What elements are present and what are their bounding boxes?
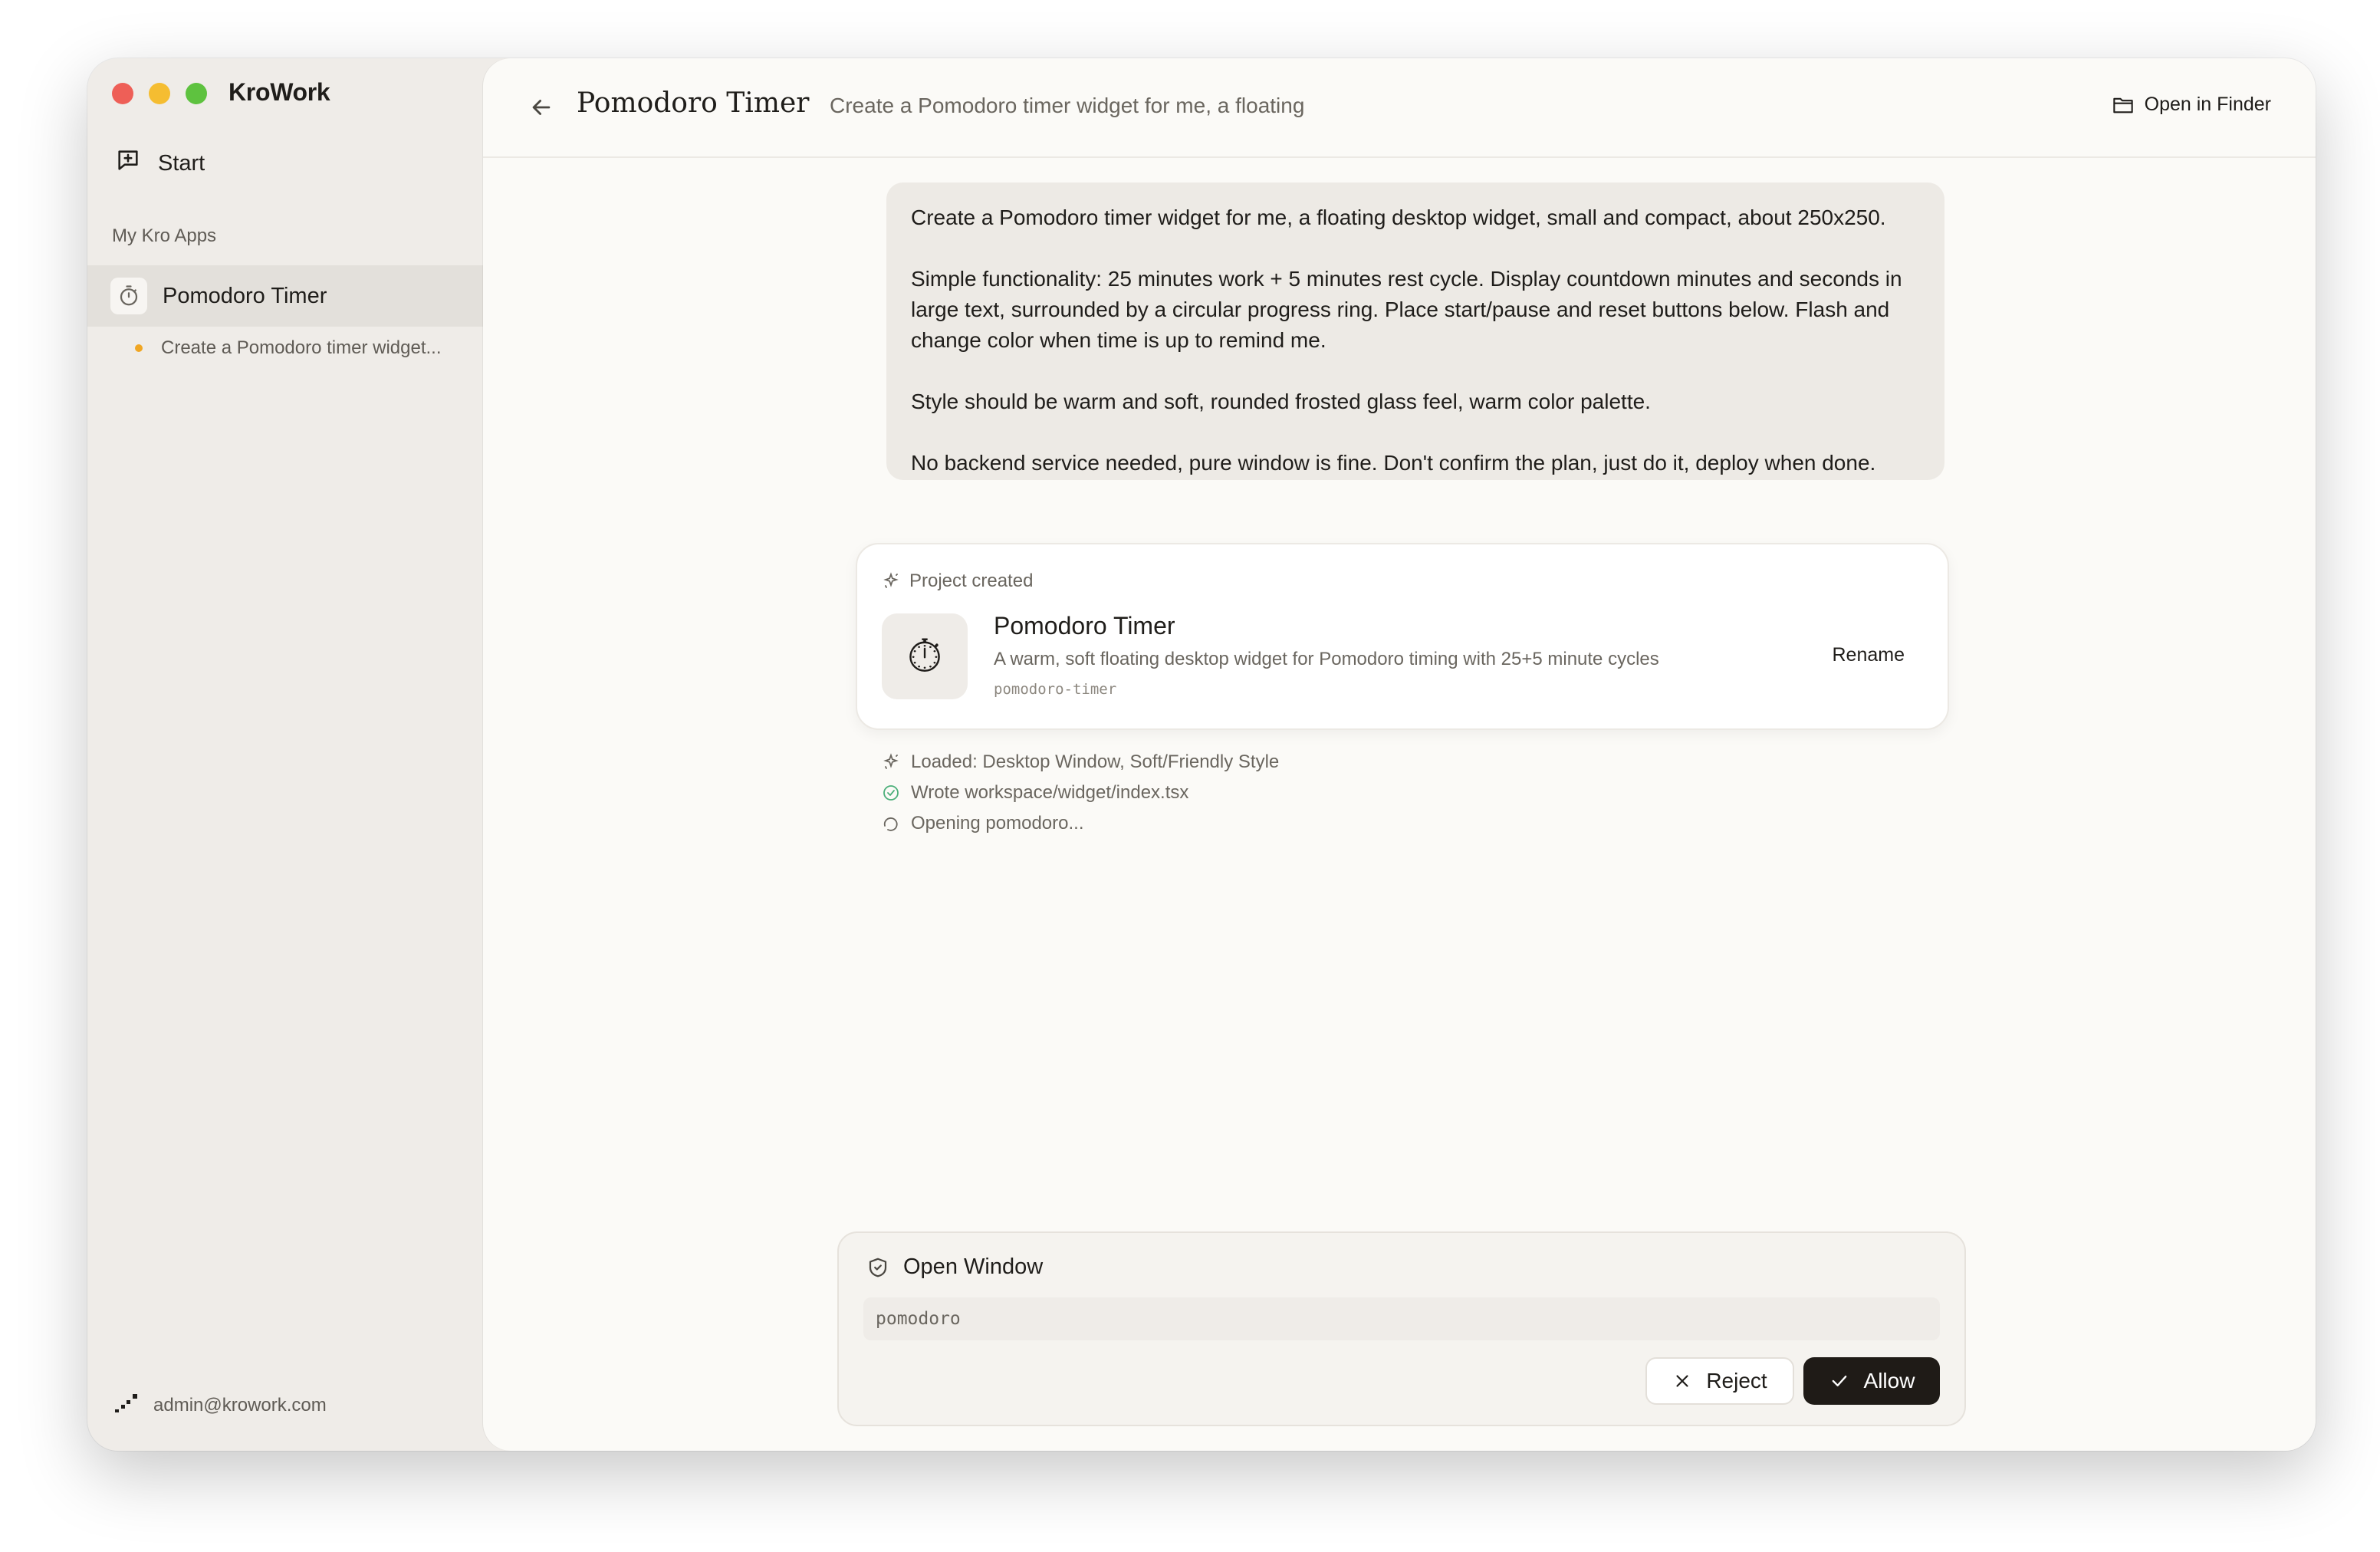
- signal-icon: [113, 1391, 140, 1419]
- allow-label: Allow: [1863, 1369, 1915, 1393]
- rename-button[interactable]: Rename: [1832, 644, 1905, 666]
- back-button[interactable]: [526, 92, 557, 123]
- check-icon: [1829, 1370, 1850, 1392]
- zoom-window-button[interactable]: [186, 83, 207, 104]
- header: [483, 58, 2316, 158]
- sidebar-subitem-session[interactable]: [135, 337, 442, 359]
- user-account[interactable]: [113, 1391, 327, 1419]
- stopwatch-icon: [110, 278, 147, 314]
- permission-target-field: pomodoro: [863, 1297, 1940, 1340]
- arrow-left-icon: [528, 94, 554, 120]
- apps-section-label: My Kro Apps: [112, 225, 217, 246]
- project-created-card: [856, 543, 1949, 730]
- main-panel: [483, 58, 2316, 1451]
- allow-button[interactable]: [1803, 1357, 1940, 1405]
- reject-label: Reject: [1706, 1369, 1767, 1393]
- sidebar-subitem-label: Create a Pomodoro timer widget...: [161, 337, 442, 358]
- status-log: [882, 747, 1279, 839]
- page-subtitle: Create a Pomodoro timer widget for me, a floating: [830, 94, 1305, 117]
- window-controls: [112, 83, 207, 104]
- sidebar-item-pomodoro-timer[interactable]: [87, 265, 483, 327]
- shield-icon: [866, 1256, 889, 1279]
- project-card-header-label: Project created: [909, 570, 1034, 591]
- status-dot: [135, 344, 143, 352]
- open-in-finder-button[interactable]: [2112, 94, 2271, 116]
- open-in-finder-label: Open in Finder: [2144, 94, 2271, 115]
- status-log-item: [882, 778, 1279, 808]
- sparkle-icon: [882, 572, 900, 590]
- sidebar-item-label: Pomodoro Timer: [163, 283, 327, 308]
- start-label: Start: [158, 150, 205, 176]
- permission-request-card: [837, 1231, 1966, 1426]
- status-text: Wrote workspace/widget/index.tsx: [911, 782, 1189, 803]
- project-card-header: [882, 570, 1033, 592]
- permission-title: [866, 1254, 1043, 1280]
- reject-button[interactable]: [1645, 1357, 1794, 1405]
- stopwatch-icon: ⏱: [906, 630, 943, 682]
- check-circle-icon: [882, 784, 900, 802]
- folder-icon: [2112, 95, 2134, 115]
- permission-title-label: Open Window: [903, 1254, 1044, 1279]
- status-text: Loaded: Desktop Window, Soft/Friendly Style: [911, 751, 1280, 772]
- sparkle-icon: [882, 753, 900, 771]
- message-paragraph: Style should be warm and soft, rounded frosted glass feel, warm color palette.: [911, 390, 1651, 413]
- sidebar: [87, 58, 483, 1451]
- close-icon: [1672, 1371, 1692, 1391]
- user-email: admin@krowork.com: [153, 1394, 327, 1416]
- spinner-icon: [882, 814, 900, 833]
- user-message-bubble: [886, 182, 1944, 480]
- message-paragraph: Simple functionality: 25 minutes work + 5 minutes rest cycle. Display countdown minutes and seconds in large text, surrounded by a circular progress ring. Place start/pause and reset buttons below. Flash and change color when time is up to remind me.: [911, 267, 1902, 352]
- new-chat-icon: [115, 147, 141, 179]
- status-log-item: [882, 808, 1279, 839]
- message-paragraph: No backend service needed, pure window is fine. Don't confirm the plan, just do it, deploy when done.: [911, 451, 1876, 475]
- project-icon: [882, 613, 968, 699]
- close-window-button[interactable]: [112, 83, 133, 104]
- status-log-item: [882, 747, 1279, 778]
- project-description: A warm, soft floating desktop widget for Pomodoro timing with 25+5 minute cycles: [994, 649, 1659, 669]
- minimize-window-button[interactable]: [149, 83, 170, 104]
- start-button[interactable]: [115, 147, 205, 179]
- status-text: Opening pomodoro...: [911, 813, 1084, 834]
- app-window: [87, 58, 2316, 1451]
- app-name: KroWork: [228, 78, 330, 106]
- message-paragraph: Create a Pomodoro timer widget for me, a floating desktop widget, small and compact, about 250x250.: [911, 206, 1886, 229]
- project-slug: pomodoro-timer: [994, 681, 1117, 698]
- page-title: Pomodoro Timer: [577, 87, 810, 119]
- project-name: Pomodoro Timer: [994, 612, 1175, 640]
